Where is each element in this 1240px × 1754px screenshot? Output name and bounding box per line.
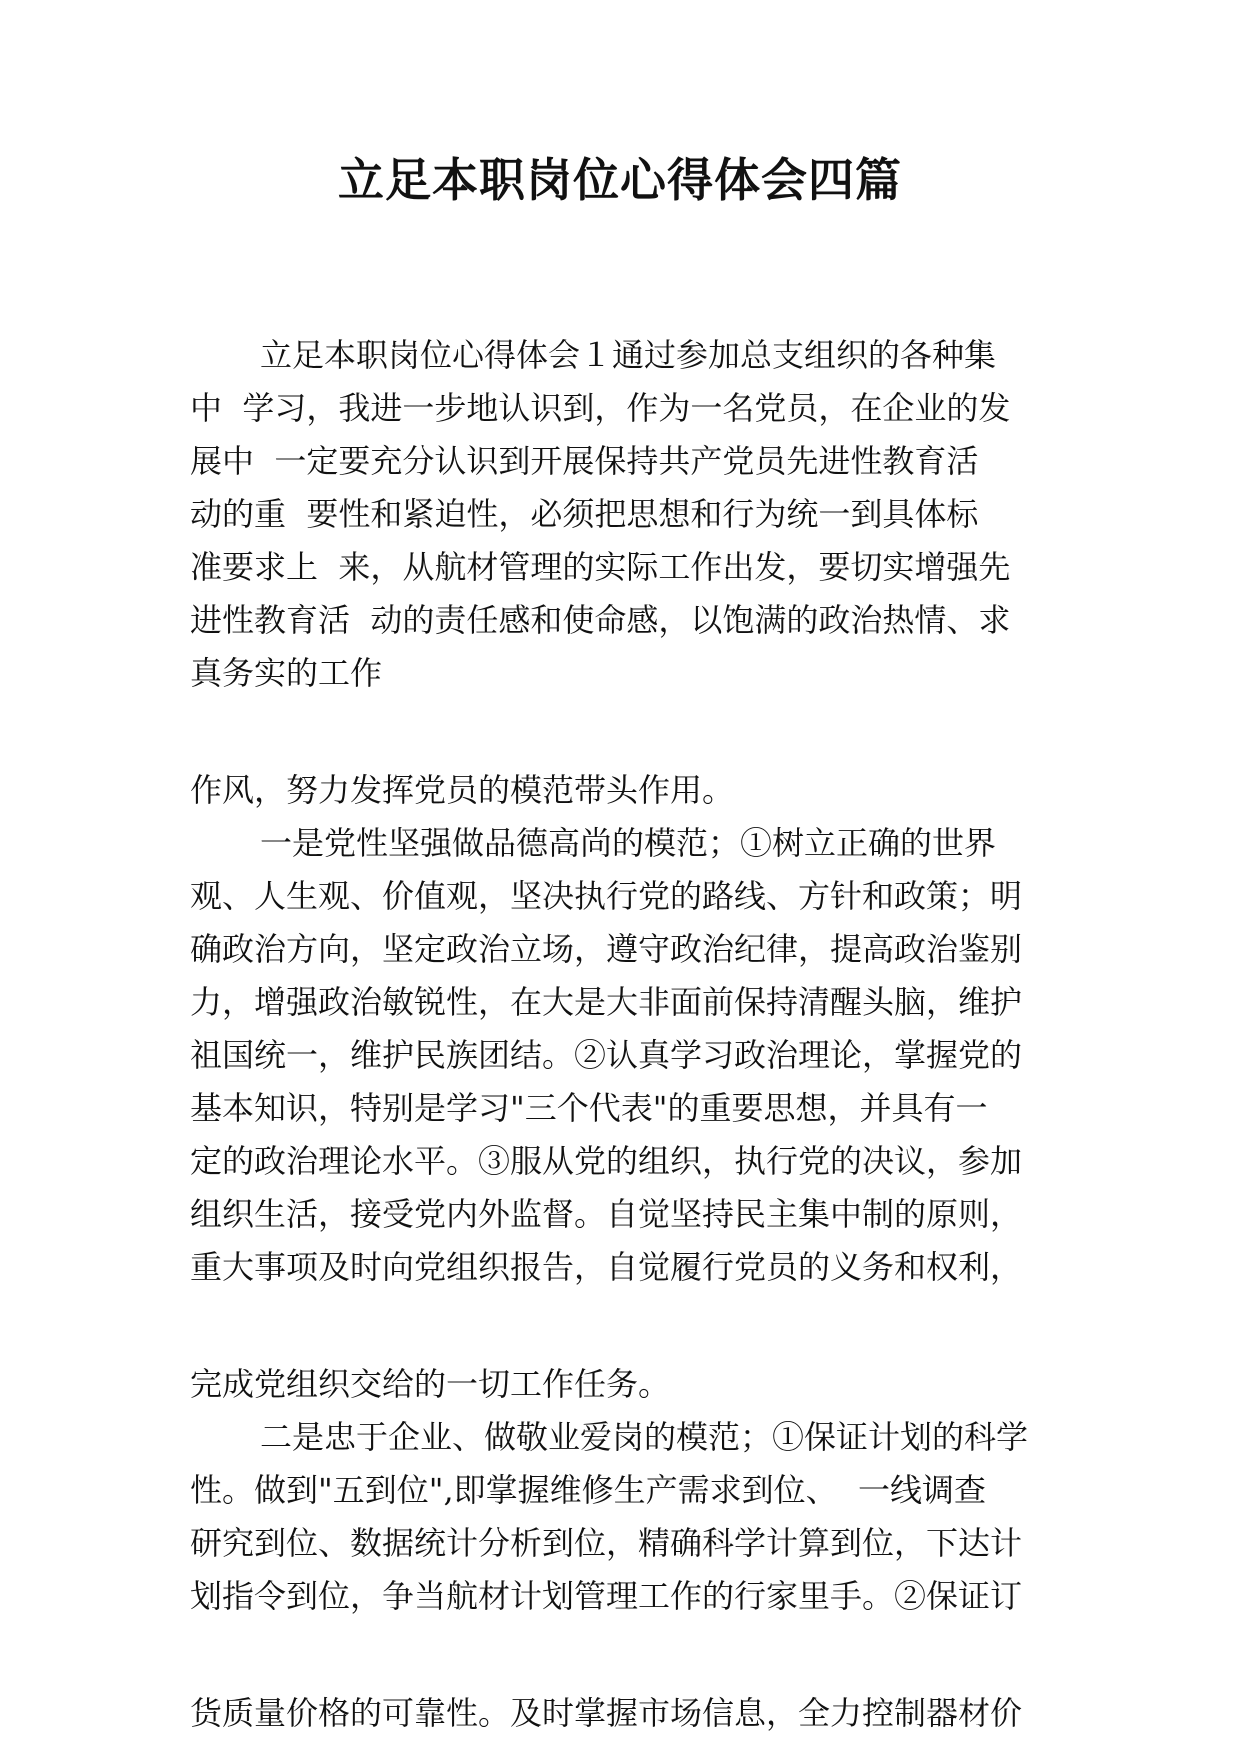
text-line: 确政治方向，坚定政治立场，遵守政治纪律，提高政治鉴别	[190, 930, 1023, 968]
paragraph-4	[190, 1361, 1070, 1414]
document-title: 立足本职岗位心得体会四篇	[338, 153, 902, 207]
text-line: 划指令到位，争当航材计划管理工作的行家里手。②保证订	[190, 1577, 1023, 1615]
text-line: 研究到位、数据统计分析到位，精确科学计算到位，下达计	[190, 1524, 1023, 1562]
text-line: 中 学习，我进一步地认识到，作为一名党员，在企业的发	[190, 389, 1011, 427]
text-line: 进性教育活 动的责任感和使命感，以饱满的政治热情、求	[190, 601, 1011, 639]
text-line: 立足本职岗位心得体会１通过参加总支组织的各种集	[260, 336, 997, 374]
text-line: 真务实的工作	[190, 654, 383, 692]
paragraph-5	[190, 1414, 1070, 1626]
text-line: 祖国统一，维护民族团结。②认真学习政治理论，掌握党的	[190, 1036, 1023, 1074]
text-line: 二是忠于企业、做敬业爱岗的模范；①保证计划的科学	[260, 1418, 1029, 1456]
paragraph-spacer	[190, 1297, 1070, 1361]
text-line: 组织生活，接受党内外监督。自觉坚持民主集中制的原则，	[190, 1195, 1023, 1233]
paragraph-3	[190, 820, 1070, 1297]
paragraph-spacer	[190, 1626, 1070, 1690]
paragraph-6	[190, 1690, 1070, 1743]
text-line: 展中 一定要充分认识到开展保持共产党员先进性教育活	[190, 442, 979, 480]
text-line: 货质量价格的可靠性。及时掌握市场信息，全力控制器材价	[190, 1694, 1023, 1732]
text-line: 定的政治理论水平。③服从党的组织，执行党的决议，参加	[190, 1142, 1023, 1180]
text-line: 一是党性坚强做品德高尚的模范；①树立正确的世界	[260, 824, 997, 862]
document-body	[190, 332, 1070, 1743]
paragraph-spacer	[190, 703, 1070, 767]
text-line: 动的重 要性和紧迫性，必须把思想和行为统一到具体标	[190, 495, 979, 533]
text-line: 准要求上 来，从航材管理的实际工作出发，要切实增强先	[190, 548, 1011, 586]
text-line: 基本知识，特别是学习"三个代表"的重要思想，并具有一	[190, 1089, 988, 1127]
paragraph-2	[190, 767, 1070, 820]
text-line: 性。做到"五到位",即掌握维修生产需求到位、 一线调查	[190, 1471, 986, 1509]
text-line: 作风，努力发挥党员的模范带头作用。	[190, 771, 735, 809]
text-line: 观、人生观、价值观，坚决执行党的路线、方针和政策；明	[190, 877, 1023, 915]
text-line: 力，增强政治敏锐性，在大是大非面前保持清醒头脑，维护	[190, 983, 1023, 1021]
paragraph-1	[190, 332, 1070, 703]
text-line: 重大事项及时向党组织报告，自觉履行党员的义务和权利，	[190, 1248, 1023, 1286]
text-line: 完成党组织交给的一切工作任务。	[190, 1365, 671, 1403]
